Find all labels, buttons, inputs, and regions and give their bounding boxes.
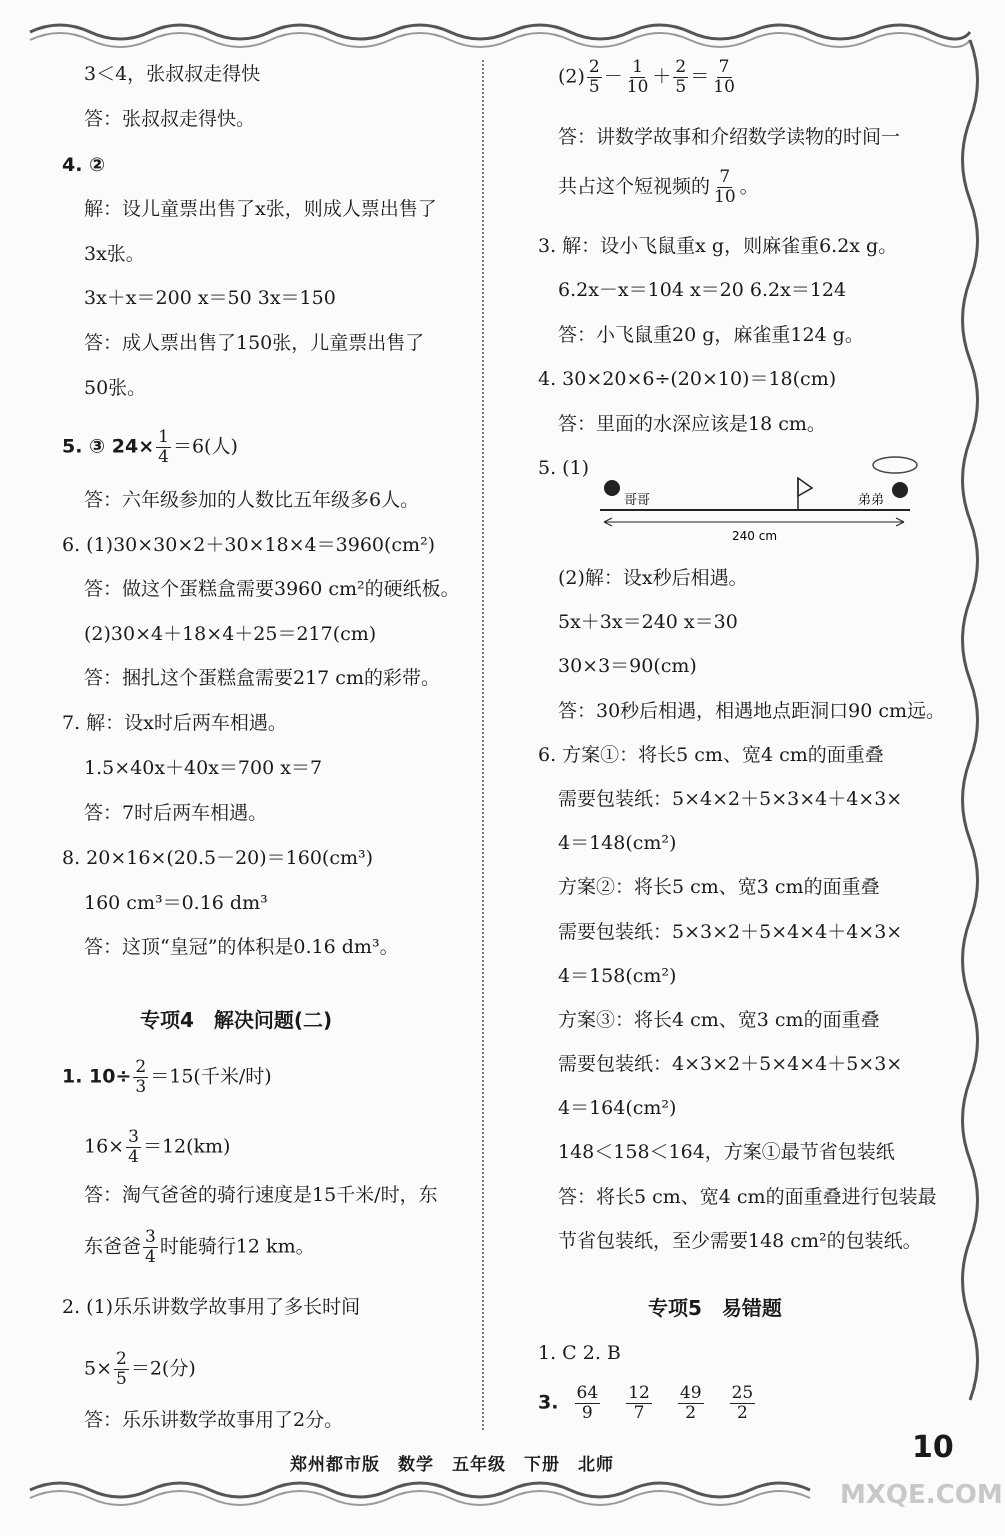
left-column-line: 答：成人票出售了150张，儿童票出售了 <box>84 332 425 354</box>
right-column-line: 6. 方案①：将长5 cm、宽4 cm的面重叠 <box>538 744 884 766</box>
flag-icon <box>798 478 812 496</box>
left-column-line: 8. 20×16×(20.5－20)＝160(cm³) <box>62 847 374 869</box>
answer-5: 5. ③ 24× $\frac{1}{4}$ ＝6(人) <box>62 427 238 467</box>
fraction: $\frac{1}{10}$ <box>626 57 649 97</box>
right-column-line: 方案②：将长5 cm、宽3 cm的面重叠 <box>558 876 880 898</box>
right-column-line: 30×3＝90(cm) <box>558 655 697 677</box>
left-column-line: 7. 解：设x时后两车相遇。 <box>62 712 287 734</box>
ant-icon <box>604 480 620 496</box>
left-column-line: 160 cm³＝0.16 dm³ <box>84 892 268 914</box>
left-column-line: 答：淘气爸爸的骑行速度是15千米/时，东 <box>84 1184 438 1206</box>
right-column-line: 6.2x－x＝104 x＝20 6.2x＝124 <box>558 279 847 301</box>
left-column-line: 答：六年级参加的人数比五年级多6人。 <box>84 489 420 511</box>
distance-diagram <box>590 450 930 545</box>
fraction: $\frac{25}{2}$ <box>731 1383 754 1423</box>
right-column-line: 4＝164(cm²) <box>558 1097 677 1119</box>
left-column-line: (2)30×4＋18×4＋25＝217(cm) <box>84 623 377 645</box>
left-column-line: 6. (1)30×30×2＋30×18×4＝3960(cm²) <box>62 534 436 556</box>
right-column-line: (2)解：设x秒后相遇。 <box>558 567 748 589</box>
right-column-line: 节省包装纸，至少需要148 cm²的包装纸。 <box>558 1230 922 1252</box>
fraction: $\frac{1}{4}$ <box>158 427 169 467</box>
right-column-line: 1. C 2. B <box>538 1342 621 1364</box>
fraction: $\frac{2}{3}$ <box>135 1057 147 1097</box>
fraction: $\frac{49}{2}$ <box>679 1383 702 1423</box>
fraction: $\frac{12}{7}$ <box>628 1383 650 1423</box>
right-column-line: 需要包装纸：5×4×2＋5×3×4＋4×3× <box>558 788 903 810</box>
right-column-line: 方案③：将长4 cm、宽3 cm的面重叠 <box>558 1009 880 1031</box>
fraction: $\frac{2}{5}$ <box>588 57 600 97</box>
right-column-line: 需要包装纸：4×3×2＋5×4×4＋5×3× <box>558 1053 903 1075</box>
right-column-line: 4＝158(cm²) <box>558 965 677 987</box>
right-column-line: 答：30秒后相遇，相遇地点距洞口90 cm远。 <box>558 700 946 722</box>
right-column-line: 需要包装纸：5×3×2＋5×4×4＋4×3× <box>558 921 903 943</box>
left-column-line: 答：张叔叔走得快。 <box>84 108 256 130</box>
fraction: $\frac{2}{5}$ <box>675 57 687 97</box>
right-column-line: 答：讲数学故事和介绍数学读物的时间一 <box>558 126 901 148</box>
right-column-line: 答：里面的水深应该是18 cm。 <box>558 413 826 435</box>
left-column-line: 3＜4，张叔叔走得快 <box>84 63 261 85</box>
fraction: $\frac{7}{10}$ <box>713 57 735 97</box>
right-column-line: 148＜158＜164，方案①最节省包装纸 <box>558 1141 895 1163</box>
e-answer-3: 3. $\frac{64}{9}$ $\frac{12}{7}$ $\frac{49}{2}$ $\frac{25}{2}$ <box>538 1383 754 1423</box>
fraction: $\frac{64}{9}$ <box>576 1383 599 1423</box>
left-column-line: 1.5×40x＋40x＝700 x＝7 <box>84 757 323 779</box>
right-column-line: 答：小飞鼠重20 g，麻雀重124 g。 <box>558 324 864 346</box>
fraction: $\frac{3}{4}$ <box>128 1127 139 1167</box>
page-number: 10 <box>912 1430 954 1465</box>
answer-r2: (2) $\frac{2}{5}$ － $\frac{1}{10}$ ＋ $\frac{2}{5}$ ＝ $\frac{7}{10}$ <box>558 57 735 97</box>
left-column-line: 解：设儿童票出售了x张，则成人票出售了 <box>84 198 437 220</box>
left-column-line: 答：这顶“皇冠”的体积是0.16 dm³。 <box>84 936 399 958</box>
left-column-line: 答：做这个蛋糕盒需要3960 cm²的硬纸板。 <box>84 578 460 600</box>
hole-icon <box>873 457 917 473</box>
right-column-line: 4＝148(cm²) <box>558 832 677 854</box>
right-column-line: 5. (1) <box>538 457 590 479</box>
left-column-line: 50张。 <box>84 377 147 399</box>
watermark: MXQE.COM <box>840 1480 1003 1510</box>
page-footer: 郑州都市版 数学 五年级 下册 北师 <box>290 1455 614 1475</box>
left-column-line: 4. ② <box>62 154 106 176</box>
s4-answer-1b: 16× $\frac{3}{4}$ ＝12(km) <box>84 1127 231 1167</box>
section-heading-4: 专项4 解决问题(二) <box>140 1008 333 1032</box>
right-column-line: 3. 解：设小飞鼠重x g，则麻雀重6.2x g。 <box>538 235 898 257</box>
fraction: $\frac{7}{10}$ <box>714 167 736 207</box>
ant-icon <box>892 482 908 498</box>
right-column-line: 4. 30×20×6÷(20×10)＝18(cm) <box>538 368 837 390</box>
left-column-line: 2. (1)乐乐讲数学故事用了多长时间 <box>62 1296 361 1318</box>
left-column-line: 3x张。 <box>84 243 145 265</box>
fraction: $\frac{2}{5}$ <box>116 1349 127 1389</box>
right-column-line: 5x＋3x＝240 x＝30 <box>558 611 738 633</box>
left-column-line: 答：7时后两车相遇。 <box>84 802 268 824</box>
s4-answer-1c: 东爸爸 $\frac{3}{4}$ 时能骑行12 km。 <box>84 1227 315 1267</box>
left-column-line: 答：乐乐讲数学故事用了2分。 <box>84 1409 344 1431</box>
left-column-line: 答：捆扎这个蛋糕盒需要217 cm的彩带。 <box>84 667 440 689</box>
right-column-line: 答：将长5 cm、宽4 cm的面重叠进行包装最 <box>558 1186 937 1208</box>
diagram-left-label: 哥哥 <box>624 493 651 508</box>
diagram-right-label: 弟弟 <box>858 493 885 508</box>
answer-r2b: 共占这个短视频的 $\frac{7}{10}$ 。 <box>558 167 759 207</box>
column-divider <box>482 60 484 1430</box>
fraction: $\frac{3}{4}$ <box>145 1227 156 1267</box>
s4-answer-2: 5× $\frac{2}{5}$ ＝2(分) <box>84 1349 196 1389</box>
s4-answer-1: 1. 10÷ $\frac{2}{3}$ ＝15(千米/时) <box>62 1057 272 1097</box>
diagram-distance: 240 cm <box>732 529 778 543</box>
left-column-line: 3x＋x＝200 x＝50 3x＝150 <box>84 287 336 309</box>
section-heading-5: 专项5 易错题 <box>648 1296 782 1320</box>
